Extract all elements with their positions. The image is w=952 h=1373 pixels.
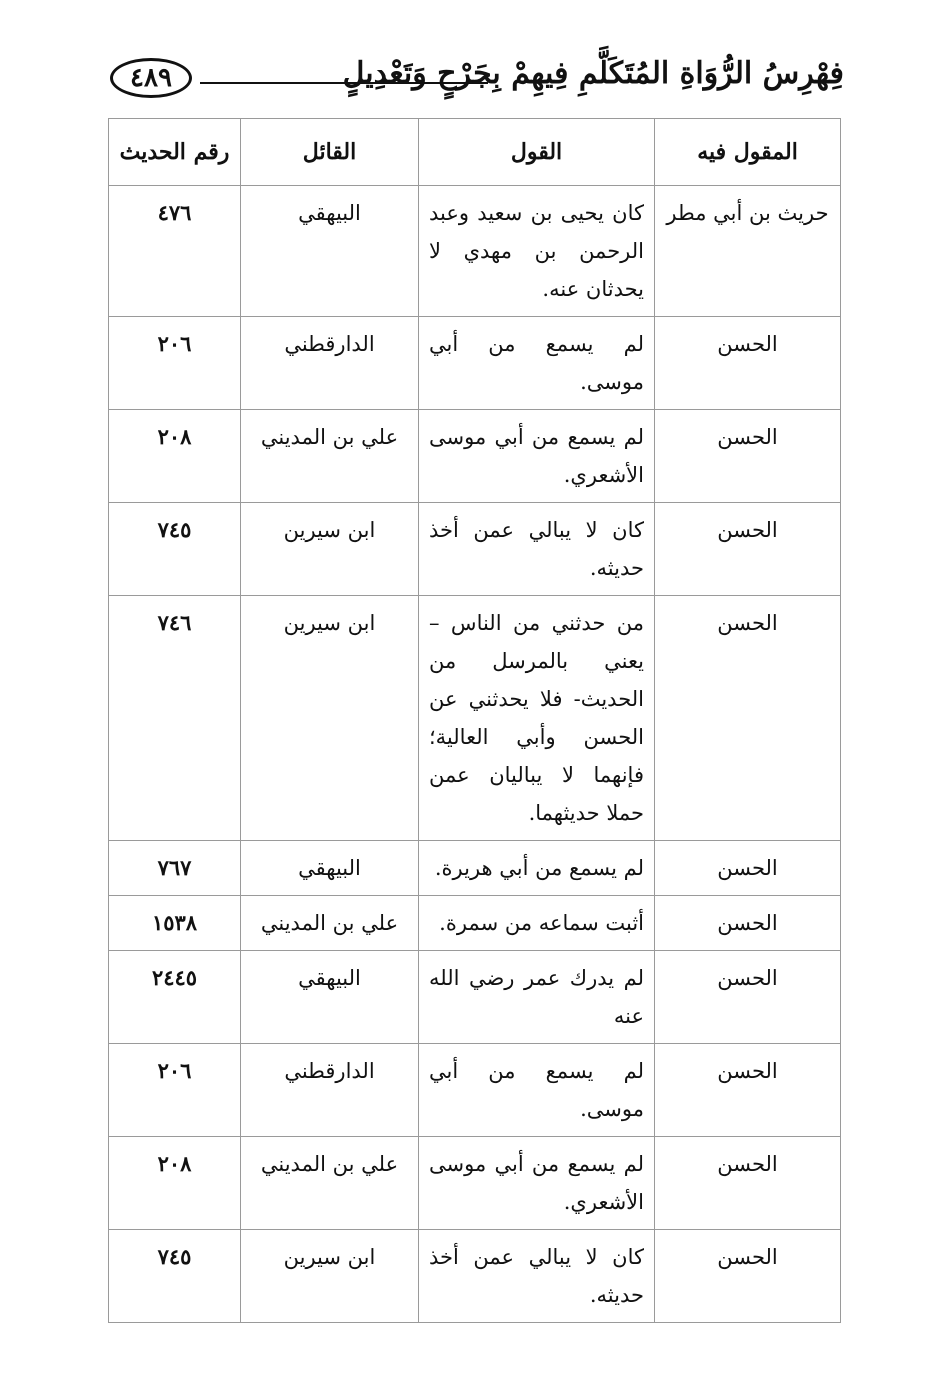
- hadith-number-cell: ٧٦٧: [109, 841, 241, 896]
- table-row: [109, 896, 841, 951]
- statement-cell: من حدثني من الناس – يعني بالمرسل من الحديث- فلا يحدثني عن الحسن وأبي العالية؛ فإنهما لا يباليان عمن حملا حديثهما.: [419, 596, 655, 841]
- speaker-cell: علي بن المديني: [241, 1137, 419, 1230]
- hadith-number-cell: ٤٧٦: [109, 186, 241, 317]
- hadith-number-cell: ٧٤٥: [109, 503, 241, 596]
- column-header-hadith-number: رقم الحديث: [109, 119, 241, 186]
- speaker-cell: علي بن المديني: [241, 410, 419, 503]
- narrator-name-cell: الحسن: [655, 410, 841, 503]
- statement-cell: لم يسمع من أبي هريرة.: [419, 841, 655, 896]
- statement-cell: لم يسمع من أبي موسى الأشعري.: [419, 1137, 655, 1230]
- narrator-name-cell: الحسن: [655, 503, 841, 596]
- hadith-number-cell: ٧٤٥: [109, 1230, 241, 1323]
- table-row: [109, 596, 841, 841]
- table-body: [109, 186, 841, 1323]
- hadith-number-cell: ٢٤٤٥: [109, 951, 241, 1044]
- statement-cell: لم يدرك عمر رضي الله عنه: [419, 951, 655, 1044]
- table-row: [109, 503, 841, 596]
- narrator-name-cell: الحسن: [655, 896, 841, 951]
- hadith-number-cell: ٧٤٦: [109, 596, 241, 841]
- table-row: [109, 410, 841, 503]
- hadith-number-cell: ٢٠٨: [109, 1137, 241, 1230]
- narrator-name-cell: الحسن: [655, 951, 841, 1044]
- table-row: [109, 951, 841, 1044]
- statement-cell: كان لا يبالي عمن أخذ حديثه.: [419, 503, 655, 596]
- page-number: ٤٨٩: [110, 58, 192, 98]
- table-row: [109, 317, 841, 410]
- statement-cell: لم يسمع من أبي موسى الأشعري.: [419, 410, 655, 503]
- narrator-name-cell: الحسن: [655, 317, 841, 410]
- speaker-cell: البيهقي: [241, 841, 419, 896]
- column-header-subject: المقول فيه: [655, 119, 841, 186]
- page-header: [104, 52, 848, 108]
- speaker-cell: ابن سيرين: [241, 596, 419, 841]
- statement-cell: كان يحيى بن سعيد وعبد الرحمن بن مهدي لا يحدثان عنه.: [419, 186, 655, 317]
- speaker-cell: علي بن المديني: [241, 896, 419, 951]
- statement-cell: كان لا يبالي عمن أخذ حديثه.: [419, 1230, 655, 1323]
- hadith-number-cell: ٢٠٨: [109, 410, 241, 503]
- running-title: فِهْرِسُ الرُّوَاةِ المُتَكَلَّمِ فِيهِمْ بِجَرْحٍ وَتَعْدِيلٍ: [342, 56, 844, 91]
- speaker-cell: الدارقطني: [241, 317, 419, 410]
- table-row: [109, 1230, 841, 1323]
- hadith-number-cell: ١٥٣٨: [109, 896, 241, 951]
- column-header-statement: القول: [419, 119, 655, 186]
- column-header-speaker: القائل: [241, 119, 419, 186]
- narrators-index-table: [108, 118, 841, 1323]
- statement-cell: أثبت سماعه من سمرة.: [419, 896, 655, 951]
- narrator-name-cell: الحسن: [655, 596, 841, 841]
- narrator-name-cell: حريث بن أبي مطر: [655, 186, 841, 317]
- speaker-cell: البيهقي: [241, 186, 419, 317]
- speaker-cell: ابن سيرين: [241, 503, 419, 596]
- hadith-number-cell: ٢٠٦: [109, 317, 241, 410]
- narrator-name-cell: الحسن: [655, 1137, 841, 1230]
- narrator-name-cell: الحسن: [655, 841, 841, 896]
- table-row: [109, 1044, 841, 1137]
- table-row: [109, 841, 841, 896]
- speaker-cell: الدارقطني: [241, 1044, 419, 1137]
- speaker-cell: ابن سيرين: [241, 1230, 419, 1323]
- statement-cell: لم يسمع من أبي موسى.: [419, 317, 655, 410]
- hadith-number-cell: ٢٠٦: [109, 1044, 241, 1137]
- speaker-cell: البيهقي: [241, 951, 419, 1044]
- narrator-name-cell: الحسن: [655, 1044, 841, 1137]
- narrator-name-cell: الحسن: [655, 1230, 841, 1323]
- table-row: [109, 186, 841, 317]
- statement-cell: لم يسمع من أبي موسى.: [419, 1044, 655, 1137]
- table-row: [109, 1137, 841, 1230]
- table-header-row: [109, 119, 841, 186]
